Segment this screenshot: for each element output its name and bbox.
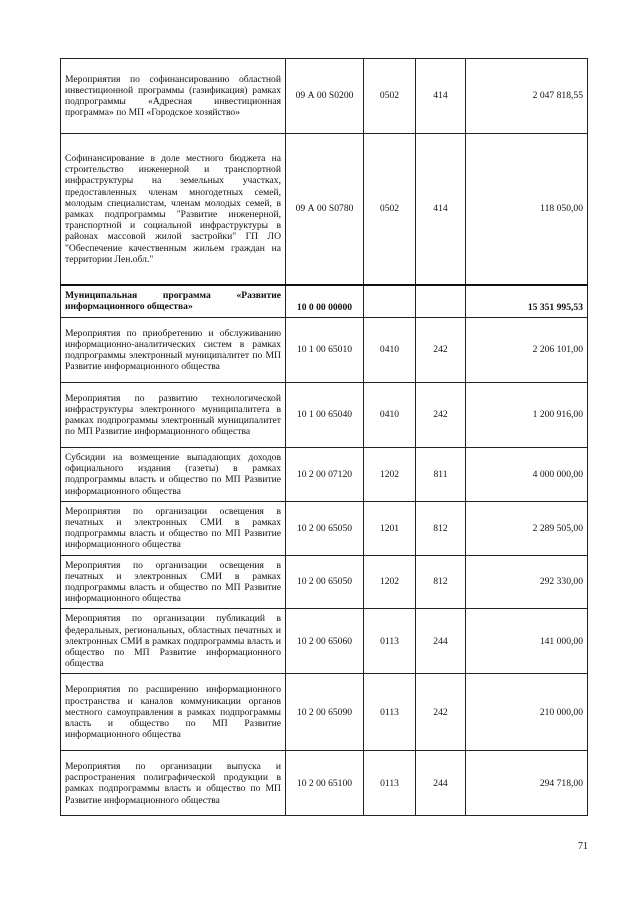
row-name: Мероприятия по расширению информационного пространства и каналов коммуникации органов местного самоуправления в рамках подпрограммы власть и общество по МП Развитие информационного общества (61, 674, 286, 751)
row-target-code: 10 2 00 07120 (286, 448, 364, 502)
table-row (61, 501, 588, 555)
row-name: Мероприятия по организации выпуска и распространения полиграфической продукции в рамках подпрограммы власть и общество по МП Развитие информационного общества (61, 751, 286, 816)
row-section-code: 0502 (364, 59, 416, 134)
row-section-code: 1202 (364, 555, 416, 609)
row-expense-type: 414 (416, 134, 466, 286)
row-section-code: 0113 (364, 674, 416, 751)
table-row (61, 609, 588, 674)
row-target-code: 10 2 00 65100 (286, 751, 364, 816)
row-target-code: 10 2 00 65050 (286, 555, 364, 609)
row-amount: 294 718,00 (466, 751, 588, 816)
row-name: Субсидии на возмещение выпадающих доходов официального издания (газеты) в рамках подпрограммы власть и общество по МП Развитие информационного общества (61, 448, 286, 502)
program-name: Муниципальная программа «Развитие информационного общества» (61, 285, 286, 318)
row-target-code: 09 А 00 S0200 (286, 59, 364, 134)
row-expense-type: 242 (416, 383, 466, 448)
program-expense-type (416, 285, 466, 318)
row-name: Мероприятия по развитию технологической инфраструктуры электронного муниципалитета в рамках подпрограммы электронный муниципалитет по МП Развитие информационного общества (61, 383, 286, 448)
row-amount: 210 000,00 (466, 674, 588, 751)
row-expense-type: 244 (416, 751, 466, 816)
row-expense-type: 812 (416, 555, 466, 609)
row-expense-type: 414 (416, 59, 466, 134)
program-amount: 15 351 995,53 (466, 285, 588, 318)
row-expense-type: 244 (416, 609, 466, 674)
row-expense-type: 242 (416, 674, 466, 751)
table-row (61, 134, 588, 286)
row-name: Софинансирование в доле местного бюджета на строительство инженерной и транспортной инфраструктуры на земельных участках, предоставленных членам многодетных семей, молодым специалистам, членам молодых семей, в рамках подпрограммы "Развитие инженерной, транспортной и социальной инфраструктуры в районах массовой жилой застройки" ГП ЛО "Обеспечение качественным жильем граждан на территории Лен.обл." (61, 134, 286, 286)
row-target-code: 10 2 00 65050 (286, 501, 364, 555)
table-row (61, 674, 588, 751)
program-section-code (364, 285, 416, 318)
page-number: 71 (578, 841, 588, 852)
row-amount: 2 047 818,55 (466, 59, 588, 134)
program-row (61, 285, 588, 318)
row-amount: 292 330,00 (466, 555, 588, 609)
table-row (61, 751, 588, 816)
row-amount: 2 289 505,00 (466, 501, 588, 555)
row-section-code: 0410 (364, 383, 416, 448)
budget-table (60, 58, 588, 816)
row-section-code: 0410 (364, 318, 416, 383)
row-section-code: 0113 (364, 751, 416, 816)
row-amount: 1 200 916,00 (466, 383, 588, 448)
row-amount: 141 000,00 (466, 609, 588, 674)
row-amount: 4 000 000,00 (466, 448, 588, 502)
row-target-code: 10 1 00 65010 (286, 318, 364, 383)
table-row (61, 448, 588, 502)
row-section-code: 1202 (364, 448, 416, 502)
table-row (61, 383, 588, 448)
row-amount: 118 050,00 (466, 134, 588, 286)
table-row (61, 318, 588, 383)
row-expense-type: 242 (416, 318, 466, 383)
row-target-code: 10 2 00 65090 (286, 674, 364, 751)
program-target-code: 10 0 00 00000 (286, 285, 364, 318)
table-row (61, 555, 588, 609)
row-name: Мероприятия по организации публикаций в федеральных, региональных, областных печатных и электронных СМИ в рамках подпрограммы власть и общество по МП Развитие информационного общества (61, 609, 286, 674)
row-name: Мероприятия по организации освещения в печатных и электронных СМИ в рамках подпрограммы власть и общество по МП Развитие информационного общества (61, 555, 286, 609)
row-name: Мероприятия по приобретению и обслуживанию информационно-аналитических систем в рамках подпрограммы электронный муниципалитет по МП Развитие информационного общества (61, 318, 286, 383)
row-expense-type: 811 (416, 448, 466, 502)
row-section-code: 0113 (364, 609, 416, 674)
row-name: Мероприятия по организации освещения в печатных и электронных СМИ в рамках подпрограммы власть и общество по МП Развитие информационного общества (61, 501, 286, 555)
row-target-code: 09 А 00 S0780 (286, 134, 364, 286)
table-row (61, 59, 588, 134)
row-target-code: 10 1 00 65040 (286, 383, 364, 448)
row-name: Мероприятия по софинансированию областной инвестиционной программы (газификация) рамках подпрограммы «Адресная инвестиционная программа» по МП «Городское хозяйство» (61, 59, 286, 134)
row-section-code: 1201 (364, 501, 416, 555)
row-section-code: 0502 (364, 134, 416, 286)
budget-table-body (61, 59, 588, 816)
row-expense-type: 812 (416, 501, 466, 555)
row-amount: 2 206 101,00 (466, 318, 588, 383)
row-target-code: 10 2 00 65060 (286, 609, 364, 674)
